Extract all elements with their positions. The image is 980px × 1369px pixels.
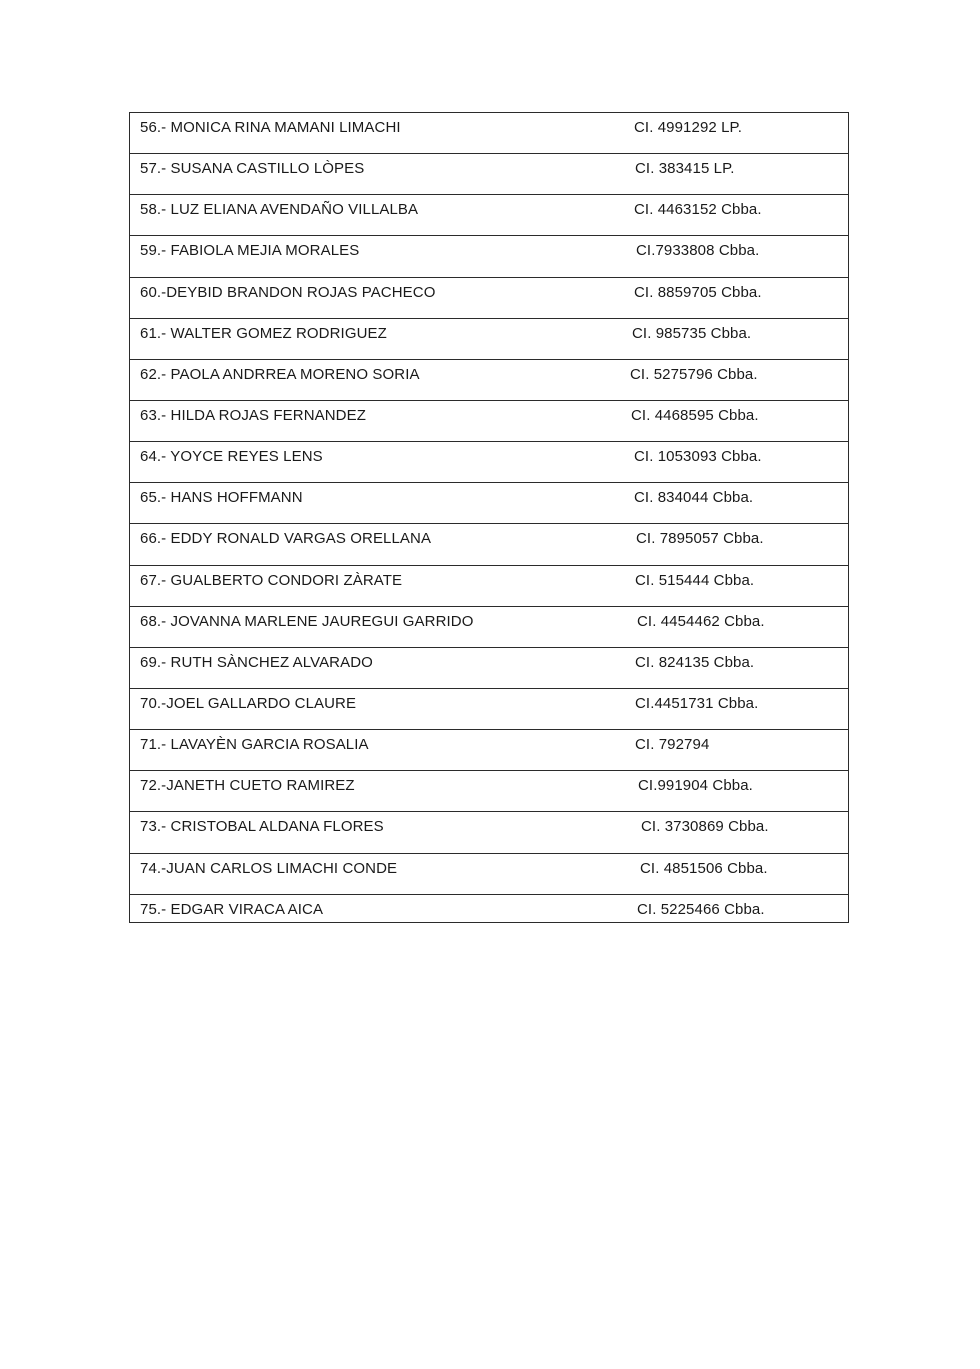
table-row [130,113,848,154]
identity-number: CI. 383415 LP. [635,160,735,178]
person-name: 73.- CRISTOBAL ALDANA FLORES [140,818,384,836]
identity-number: CI. 1053093 Cbba. [634,448,762,466]
identity-number: CI. 824135 Cbba. [635,653,755,671]
table-row [130,442,848,483]
table-row [130,730,848,771]
person-name: 72.-JANETH CUETO RAMIREZ [140,777,355,795]
table-row [130,566,848,607]
participants-table [129,112,849,923]
identity-number: CI. 5225466 Cbba. [637,900,765,918]
person-name: 59.- FABIOLA MEJIA MORALES [140,242,360,260]
table-row [130,524,848,565]
table-row [130,236,848,277]
person-name: 58.- LUZ ELIANA AVENDAÑO VILLALBA [140,201,419,219]
identity-number: CI. 4991292 LP. [634,119,742,136]
identity-number: CI. 7895057 Cbba. [636,530,764,548]
table-row [130,360,848,401]
identity-number: CI. 4468595 Cbba. [631,406,759,424]
identity-number: CI. 5275796 Cbba. [630,365,758,383]
identity-number: CI. 3730869 Cbba. [641,818,769,836]
identity-number: CI. 4851506 Cbba. [640,859,768,877]
identity-number: CI.4451731 Cbba. [635,694,759,712]
identity-number: CI.7933808 Cbba. [636,242,760,260]
person-name: 75.- EDGAR VIRACA AICA [140,900,324,918]
person-name: 68.- JOVANNA MARLENE JAUREGUI GARRIDO [140,612,474,630]
table-row [130,812,848,853]
table-row [130,689,848,730]
table-row [130,771,848,812]
table-row [130,854,848,895]
table-row [130,195,848,236]
table-row [130,401,848,442]
person-name: 61.- WALTER GOMEZ RODRIGUEZ [140,324,387,342]
person-name: 57.- SUSANA CASTILLO LÒPES [140,160,365,178]
table-row [130,607,848,648]
table-row [130,483,848,524]
person-name: 66.- EDDY RONALD VARGAS ORELLANA [140,530,432,548]
person-name: 63.- HILDA ROJAS FERNANDEZ [140,406,366,424]
identity-number: CI. 4454462 Cbba. [637,612,765,630]
person-name: 69.- RUTH SÀNCHEZ ALVARADO [140,653,373,671]
person-name: 65.- HANS HOFFMANN [140,489,303,507]
identity-number: CI. 792794 [635,736,710,754]
person-name: 67.- GUALBERTO CONDORI ZÀRATE [140,571,403,589]
table-row [130,319,848,360]
person-name: 74.-JUAN CARLOS LIMACHI CONDE [140,859,398,877]
table-row [130,154,848,195]
identity-number: CI. 834044 Cbba. [634,489,754,507]
table-row [130,895,848,922]
identity-number: CI. 8859705 Cbba. [634,283,762,301]
identity-number: CI. 985735 Cbba. [632,324,752,342]
person-name: 62.- PAOLA ANDRREA MORENO SORIA [140,365,420,383]
table-row [130,278,848,319]
person-name: 64.- YOYCE REYES LENS [140,448,323,466]
person-name: 71.- LAVAYÈN GARCIA ROSALIA [140,736,369,754]
person-name: 60.-DEYBID BRANDON ROJAS PACHECO [140,283,436,301]
person-name: 56.- MONICA RINA MAMANI LIMACHI [140,119,401,136]
person-name: 70.-JOEL GALLARDO CLAURE [140,694,357,712]
identity-number: CI. 4463152 Cbba. [634,201,762,219]
identity-number: CI.991904 Cbba. [638,777,753,795]
table-row [130,648,848,689]
identity-number: CI. 515444 Cbba. [635,571,755,589]
